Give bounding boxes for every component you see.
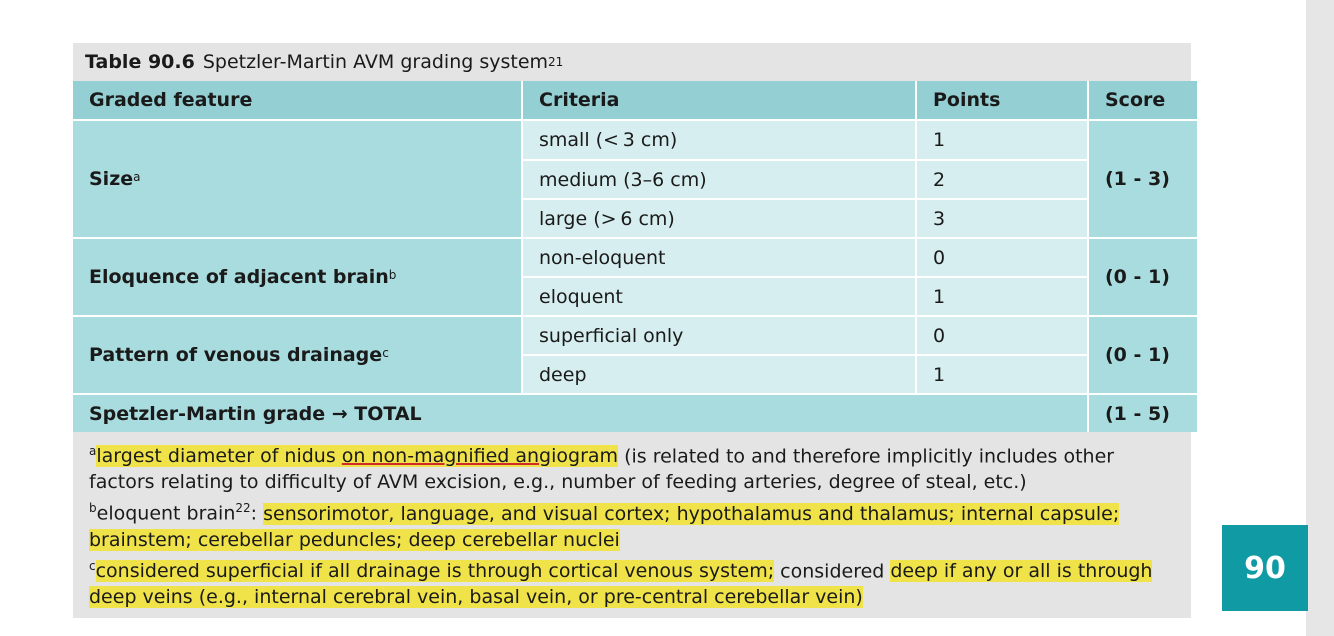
footnote-a <box>89 438 1177 495</box>
footnote-a-rest: (is related to and therefore implicitly includes other factors relating to difficulty of AVM excision, e.g., number of feeding arteries, degree of steal, etc.) <box>89 445 1115 494</box>
points-small: 1 <box>917 121 1087 159</box>
points-superficial: 0 <box>917 317 1087 354</box>
criteria-eloquent: eloquent <box>523 278 915 315</box>
criteria-non-eloquent: non-eloquent <box>523 239 915 276</box>
caption-title: Spetzler-Martin AVM grading system <box>202 51 549 73</box>
footnote-a-text-1: largest diameter of nidus <box>96 445 342 468</box>
score-total: (1 - 5) <box>1089 395 1197 432</box>
header-criteria: Criteria <box>523 81 915 119</box>
footnote-b <box>89 495 1177 552</box>
points-medium: 2 <box>917 161 1087 198</box>
footnote-b-colon: : <box>250 502 264 525</box>
points-eloquent: 1 <box>917 278 1087 315</box>
grading-table <box>73 43 1191 618</box>
footnote-c <box>89 553 1177 610</box>
footnote-a-highlight <box>96 445 618 467</box>
feature-eloquence-label: Eloquence of adjacent brain <box>89 266 389 288</box>
feature-size-sup: a <box>133 170 141 184</box>
table-grid <box>73 81 1191 432</box>
feature-venous <box>73 317 521 393</box>
criteria-small: small (< 3 cm) <box>523 121 915 159</box>
feature-venous-sup: c <box>382 346 389 360</box>
feature-eloquence-sup: b <box>388 268 397 282</box>
header-points: Points <box>917 81 1087 119</box>
total-label: Spetzler-Martin grade → TOTAL <box>73 395 1087 432</box>
header-score: Score <box>1089 81 1197 119</box>
feature-size <box>73 121 521 237</box>
criteria-medium: medium (3–6 cm) <box>523 161 915 198</box>
page-number-tab: 90 <box>1222 525 1308 611</box>
feature-size-label: Size <box>89 168 134 190</box>
points-non-eloquent: 0 <box>917 239 1087 276</box>
criteria-large: large (> 6 cm) <box>523 200 915 237</box>
table-footnotes <box>73 432 1191 618</box>
points-deep: 1 <box>917 356 1087 393</box>
footnote-c-highlight-2: deep if any or all is through deep veins (e.g., internal cerebral vein, basal vein, or pre-central cerebellar vein) <box>89 559 1153 608</box>
footnote-c-mark: c <box>89 558 96 573</box>
criteria-superficial: superficial only <box>523 317 915 354</box>
footnote-b-lead: eloquent brain <box>96 502 236 525</box>
caption-label: Table 90.6 <box>85 51 195 73</box>
score-eloquence: (0 - 1) <box>1089 239 1197 315</box>
score-size: (1 - 3) <box>1089 121 1197 237</box>
table-caption <box>73 43 1191 81</box>
footnote-b-highlight: sensorimotor, language, and visual cortex; hypothalamus and thalamus; internal capsule; brainstem; cerebellar peduncles; deep cerebellar nuclei <box>89 502 1120 551</box>
footnote-a-text-2: giogram <box>539 445 619 468</box>
caption-ref: 21 <box>548 55 564 69</box>
footnote-a-underlined: on non-magnified an <box>341 445 540 468</box>
criteria-deep: deep <box>523 356 915 393</box>
footnote-b-mark: b <box>89 501 97 516</box>
footnote-c-highlight-1: considered superficial if all drainage is through cortical venous system; <box>95 559 775 582</box>
points-large: 3 <box>917 200 1087 237</box>
footnote-a-mark: a <box>89 444 97 458</box>
right-edge-strip <box>1306 0 1334 636</box>
feature-venous-label: Pattern of venous drainage <box>89 344 383 366</box>
footnote-c-mid: considered <box>774 559 891 582</box>
feature-eloquence <box>73 239 521 315</box>
footnote-b-ref: 22 <box>235 501 251 516</box>
score-venous: (0 - 1) <box>1089 317 1197 393</box>
header-graded-feature: Graded feature <box>73 81 521 119</box>
